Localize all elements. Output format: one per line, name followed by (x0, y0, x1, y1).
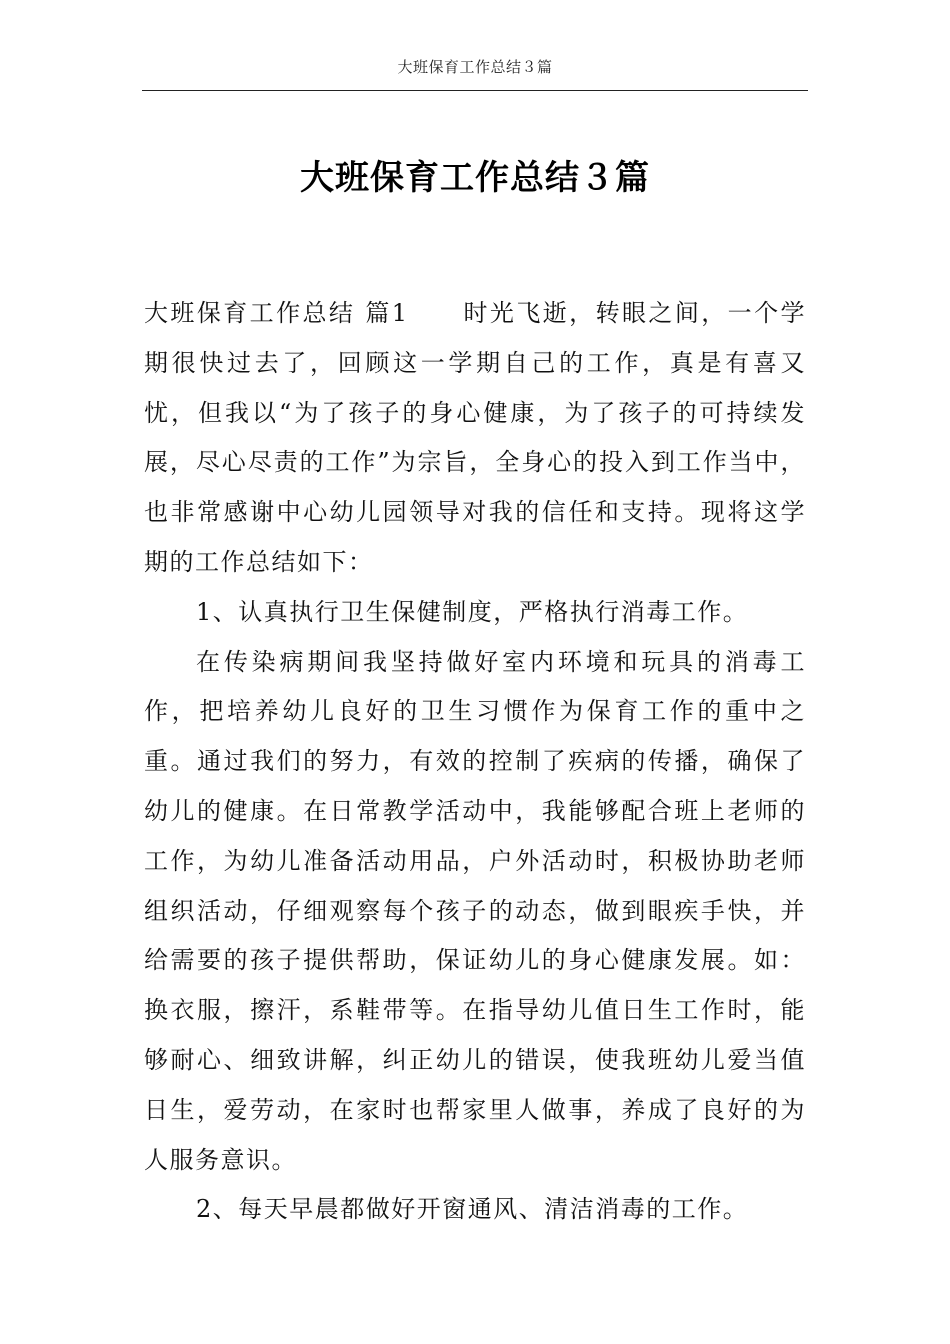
running-header: 大班保育工作总结３篇 (397, 58, 553, 76)
intro-paragraph (144, 289, 806, 588)
document-title: 大班保育工作总结３篇 (300, 158, 650, 198)
section-heading-2: 2、每天早晨都做好开窗通风、清洁消毒的工作。 (196, 1195, 749, 1224)
section-paragraph-1: 在传染病期间我坚持做好室内环境和玩具的消毒工作，把培养幼儿良好的卫生习惯作为保育工作的重中之重。通过我们的努力，有效的控制了疾病的传播，确保了幼儿的健康。在日常教学活动中，我能够配合班上老师的工作，为幼儿准备活动用品，户外活动时，积极协助老师组织活动，仔细观察每个孩子的动态，做到眼疾手快，并给需要的孩子提供帮助，保证幼儿的身心健康发展。如：换衣服，擦汗，系鞋带等。在指导幼儿值日生工作时，能够耐心、细致讲解，纠正幼儿的错误，使我班幼儿爱当值日生，爱劳动，在家时也帮家里人做事，养成了良好的为人服务意识。 (144, 647, 806, 1174)
header-divider (142, 90, 808, 91)
intro-text: 时光飞逝，转眼之间，一个学期很快过去了，回顾这一学期自己的工作，真是有喜又忧，但我以“为了孩子的身心健康，为了孩子的可持续发展，尽心尽责的工作”为宗旨，全身心的投入到工作当中，也非常感谢中心幼儿园领导对我的信任和支持。现将这学期的工作总结如下： (144, 299, 806, 576)
document-body (144, 289, 806, 1235)
section-label: 大班保育工作总结 篇1 (144, 299, 409, 327)
section-heading-1: 1、认真执行卫生保健制度，严格执行消毒工作。 (196, 597, 749, 626)
